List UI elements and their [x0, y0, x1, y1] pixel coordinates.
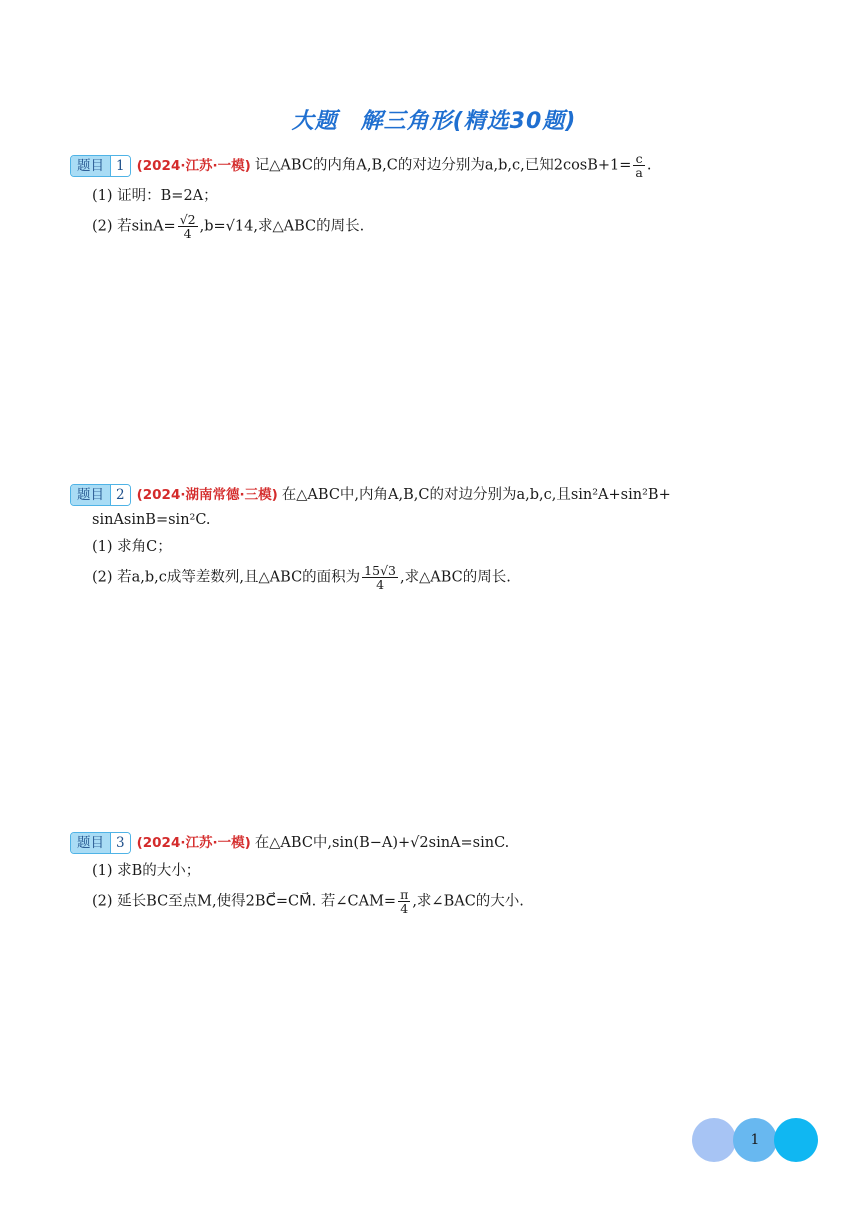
- question-stem: 在△ABC中,sin(B−A)+√2sinA=sinC.: [254, 835, 510, 851]
- fraction: [398, 888, 410, 915]
- part-1: (1) 求B的大小；: [92, 863, 201, 879]
- question-source: (2024·湖南常德·三模): [136, 487, 278, 503]
- fraction-numerator: √2: [179, 212, 196, 227]
- part-1: (1) 求角C；: [92, 539, 172, 555]
- part-2: [70, 564, 790, 591]
- question-1: [70, 152, 790, 240]
- question-number: 2: [110, 485, 130, 505]
- stem-end: .: [646, 157, 652, 174]
- question-stem-continued: sinAsinB=sin²C.: [92, 512, 211, 528]
- question-3: [70, 832, 790, 915]
- question-number: 1: [110, 156, 130, 176]
- question-stem: 在△ABC中,内角A,B,C的对边分别为a,b,c,且sin²A+sin²B+: [281, 487, 671, 503]
- fraction-denominator: 4: [183, 226, 192, 241]
- fraction-numerator: π: [400, 887, 409, 902]
- question-badge: [70, 155, 131, 177]
- fraction-denominator: a: [635, 165, 643, 180]
- page-indicator-circle-left: [692, 1118, 736, 1162]
- question-stem: 记△ABC的内角A,B,C的对边分别为a,b,c,已知2cosB+1=: [254, 157, 632, 174]
- question-badge: [70, 832, 131, 854]
- fraction-denominator: 4: [376, 577, 385, 592]
- part-2: [70, 888, 790, 915]
- part-2-text-end: ,求∠BAC的大小.: [412, 893, 524, 910]
- question-source: (2024·江苏·一模): [136, 157, 251, 174]
- fraction-denominator: 4: [400, 901, 409, 916]
- part-2-text: (2) 延长BC至点M,使得2BC⃗=CM⃗. 若∠CAM=: [92, 893, 397, 910]
- question-label: 题目: [71, 485, 110, 505]
- page-indicator-circle-right: [774, 1118, 818, 1162]
- part-2-text: (2) 若a,b,c成等差数列,且△ABC的面积为: [92, 569, 361, 586]
- part-2-text: (2) 若sinA=: [92, 218, 176, 235]
- part-2-text-end: ,求△ABC的周长.: [400, 569, 511, 586]
- fraction: [178, 213, 198, 240]
- part-1: (1) 证明：B=2A；: [92, 188, 218, 204]
- page-number: 1: [733, 1118, 777, 1162]
- question-number: 3: [110, 833, 130, 853]
- fraction-numerator: c: [633, 152, 644, 166]
- fraction: [362, 564, 398, 591]
- part-2: [70, 213, 790, 240]
- question-label: 题目: [71, 833, 110, 853]
- question-label: 题目: [71, 156, 110, 176]
- fraction-numerator: 15√3: [364, 563, 396, 578]
- fraction: [633, 152, 644, 179]
- question-badge: [70, 484, 131, 506]
- page-title: 大题 解三角形(精选30题): [291, 109, 577, 134]
- question-2: [70, 484, 790, 591]
- part-2-text-end: ,b=√14,求△ABC的周长.: [199, 218, 365, 235]
- question-source: (2024·江苏·一模): [136, 835, 251, 851]
